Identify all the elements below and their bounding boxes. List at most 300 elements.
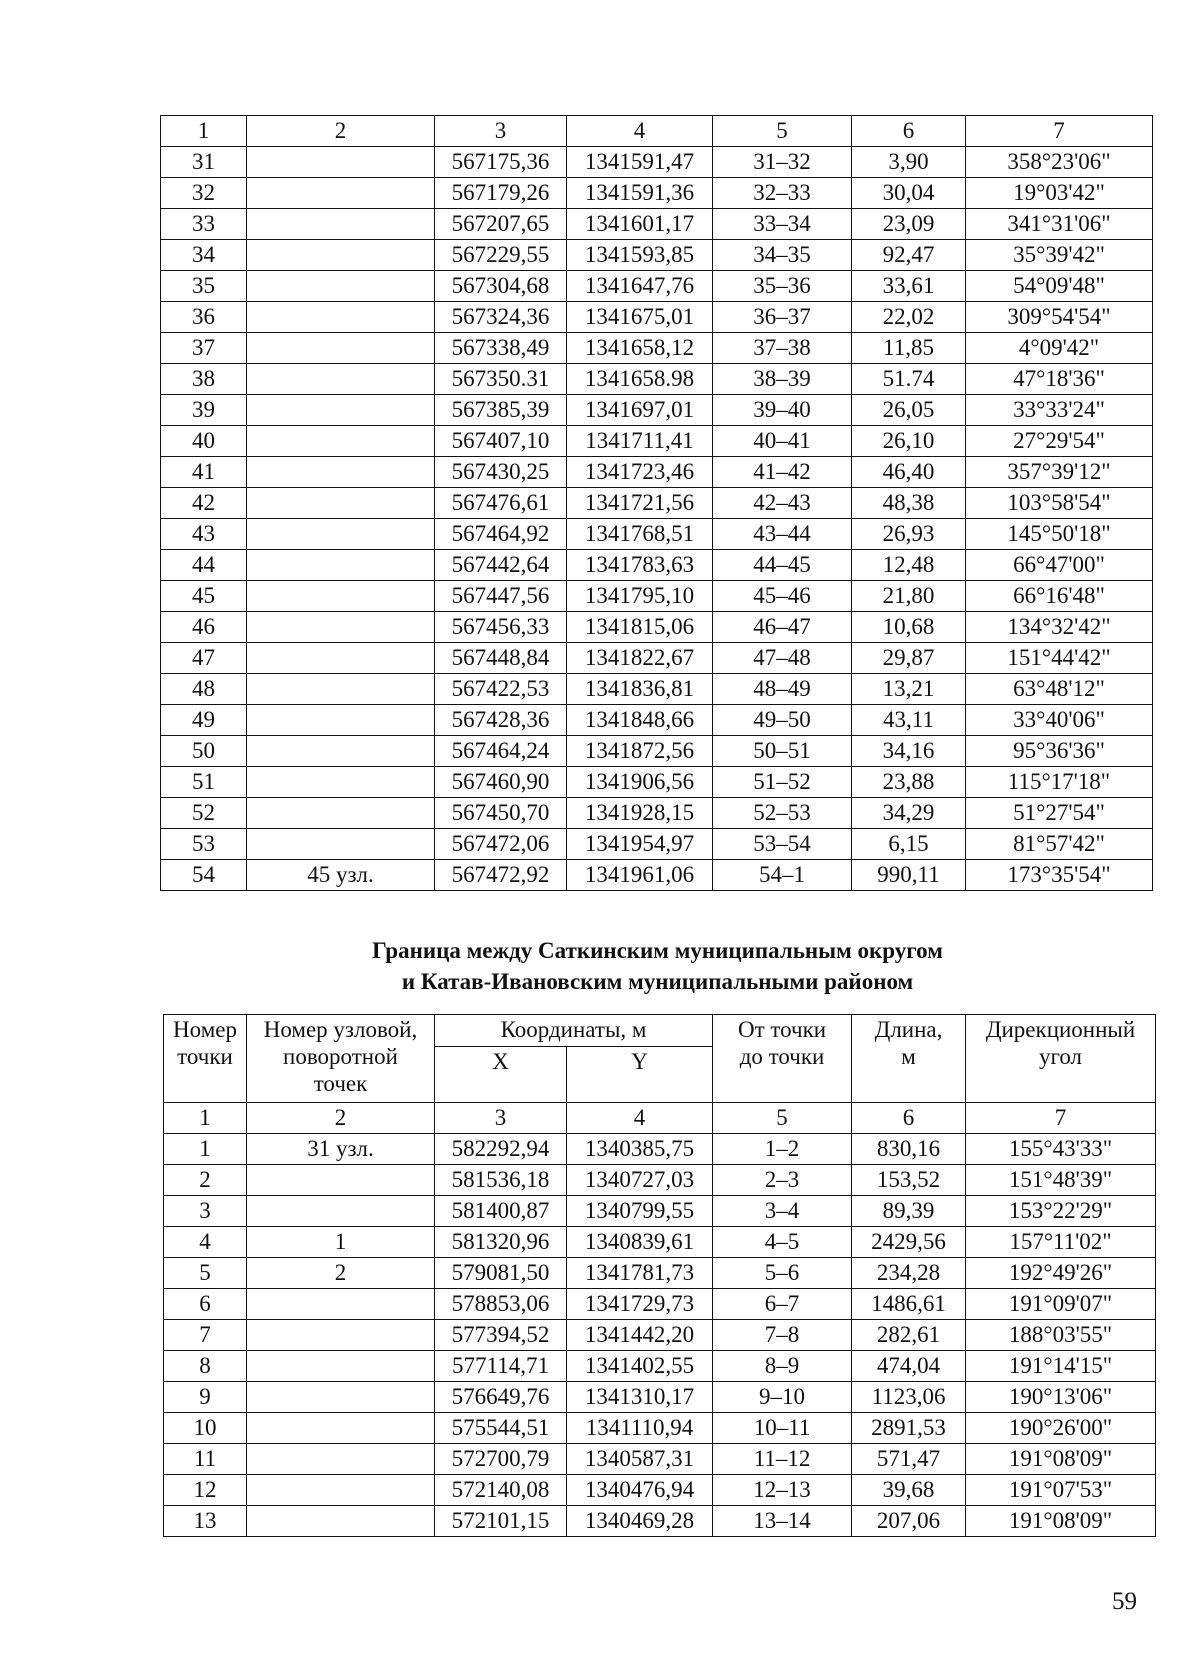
column-number-row [164,1103,1156,1134]
table-cell: 190°26'00" [966,1413,1156,1444]
table-row [161,643,1153,674]
table-cell: 7 [164,1320,247,1351]
table-cell: 153°22'29" [966,1196,1156,1227]
table-cell: 1341848,66 [567,705,713,736]
table-cell: 567350.31 [435,364,567,395]
table-cell [247,488,435,519]
table-cell: 567442,64 [435,550,567,581]
table-cell: 1340476,94 [567,1475,713,1506]
table-cell: 1341110,94 [567,1413,713,1444]
table-cell: 44 [161,550,247,581]
header-y: Y [567,1047,713,1103]
table-cell: 33°33'24" [966,395,1153,426]
column-number: 2 [247,1103,435,1134]
table-cell: 2 [247,1258,435,1289]
table-row [164,1413,1156,1444]
table-cell: 39–40 [713,395,852,426]
column-number: 6 [852,116,966,147]
boundary-points-table-continued [160,115,1153,891]
table-cell: 1340385,75 [567,1134,713,1165]
table-row [161,488,1153,519]
table-cell: 52–53 [713,798,852,829]
column-number: 1 [161,116,247,147]
table-cell: 567422,53 [435,674,567,705]
table-row [161,829,1153,860]
table-cell: 567229,55 [435,240,567,271]
column-number: 1 [164,1103,247,1134]
table-cell [247,1413,435,1444]
table-cell: 581320,96 [435,1227,567,1258]
header-text: Дирекционный [985,1017,1136,1042]
table-cell: 1341721,56 [567,488,713,519]
table-cell: 567175,36 [435,147,567,178]
table-cell [247,1320,435,1351]
table-cell: 46,40 [852,457,966,488]
table-cell: 567460,90 [435,767,567,798]
table-row [161,426,1153,457]
header-text: точки [177,1044,233,1069]
table-cell: 13–14 [713,1506,852,1537]
table-cell: 23,88 [852,767,966,798]
table-cell: 1341591,36 [567,178,713,209]
table-row [161,395,1153,426]
table-cell: 572700,79 [435,1444,567,1475]
table-cell [247,829,435,860]
table-cell: 2891,53 [852,1413,966,1444]
header-length [852,1015,966,1103]
table-cell: 581400,87 [435,1196,567,1227]
table-cell: 153,52 [852,1165,966,1196]
table-cell: 567456,33 [435,612,567,643]
table-cell: 51 [161,767,247,798]
table-cell: 52 [161,798,247,829]
table-cell: 2429,56 [852,1227,966,1258]
table-cell: 1341729,73 [567,1289,713,1320]
table-cell: 41–42 [713,457,852,488]
table-cell: 46–47 [713,612,852,643]
table-cell: 11 [164,1444,247,1475]
table-cell: 1341961,06 [567,860,713,891]
table-cell: 31 узл. [247,1134,435,1165]
table-cell: 54–1 [713,860,852,891]
table-cell [247,1289,435,1320]
column-number: 4 [567,116,713,147]
table-row [161,860,1153,891]
header-node-number [247,1015,435,1103]
column-number: 3 [435,1103,567,1134]
table-row [161,519,1153,550]
table-cell: 46 [161,612,247,643]
table-cell [247,426,435,457]
table-cell: 341°31'06" [966,209,1153,240]
table-cell: 9–10 [713,1382,852,1413]
table-cell: 51°27'54" [966,798,1153,829]
table-cell: 567179,26 [435,178,567,209]
table-cell: 47 [161,643,247,674]
table-cell: 3–4 [713,1196,852,1227]
table-cell [247,705,435,736]
table-cell: 155°43'33" [966,1134,1156,1165]
header-text: От точки [737,1017,827,1042]
table-cell: 6–7 [713,1289,852,1320]
table-cell: 47–48 [713,643,852,674]
table-cell [247,395,435,426]
table-cell: 1341658,12 [567,333,713,364]
column-number: 5 [713,1103,852,1134]
table-cell [247,1382,435,1413]
table-cell: 567472,92 [435,860,567,891]
column-number: 3 [435,116,567,147]
table-cell: 33°40'06" [966,705,1153,736]
table-cell: 578853,06 [435,1289,567,1320]
table-cell [247,1506,435,1537]
table-row [161,457,1153,488]
table-cell: 92,47 [852,240,966,271]
table-cell: 5 [164,1258,247,1289]
table-cell: 134°32'42" [966,612,1153,643]
table-cell: 577114,71 [435,1351,567,1382]
table-cell: 22,02 [852,302,966,333]
table-cell: 40 [161,426,247,457]
table-cell: 151°48'39" [966,1165,1156,1196]
table-cell [247,674,435,705]
table-cell: 1341675,01 [567,302,713,333]
header-from-to [713,1015,852,1103]
table-cell: 81°57'42" [966,829,1153,860]
table-cell: 191°09'07" [966,1289,1156,1320]
table-cell: 89,39 [852,1196,966,1227]
table-cell: 66°16'48" [966,581,1153,612]
header-text: поворотной [283,1044,398,1069]
table-cell: 31 [161,147,247,178]
table-cell: 192°49'26" [966,1258,1156,1289]
table-cell: 309°54'54" [966,302,1153,333]
table-cell: 38 [161,364,247,395]
table-cell [247,333,435,364]
table-cell: 1341593,85 [567,240,713,271]
table-row [161,581,1153,612]
table-cell [247,612,435,643]
table-cell: 54°09'48" [966,271,1153,302]
header-text: Номер [173,1017,237,1042]
header-text: до точки [739,1044,825,1069]
table-cell: 26,10 [852,426,966,457]
section-title-line: и Катав-Ивановским муниципальными районом [401,969,914,994]
table-cell: 31–32 [713,147,852,178]
table-row [164,1134,1156,1165]
table-cell: 32 [161,178,247,209]
table-cell: 151°44'42" [966,643,1153,674]
table-row [161,612,1153,643]
table-cell: 474,04 [852,1351,966,1382]
table-body [161,147,1153,891]
table-cell: 47°18'36" [966,364,1153,395]
table-cell: 188°03'55" [966,1320,1156,1351]
table-cell: 12–13 [713,1475,852,1506]
table-cell: 63°48'12" [966,674,1153,705]
table-cell: 567476,61 [435,488,567,519]
column-number: 6 [852,1103,966,1134]
table-cell: 1 [164,1134,247,1165]
table-cell [247,798,435,829]
table-cell: 35 [161,271,247,302]
table-cell: 36 [161,302,247,333]
table-cell: 157°11'02" [966,1227,1156,1258]
table-cell: 44–45 [713,550,852,581]
table-cell: 567385,39 [435,395,567,426]
table-row [164,1444,1156,1475]
table-cell: 33,61 [852,271,966,302]
header-x: X [435,1047,567,1103]
table-cell: 567447,56 [435,581,567,612]
table-cell: 53 [161,829,247,860]
table-cell: 43 [161,519,247,550]
table-cell: 1341815,06 [567,612,713,643]
table-body [164,1134,1156,1537]
table-row [161,240,1153,271]
table-cell [247,581,435,612]
table-cell: 1341781,73 [567,1258,713,1289]
header-row [164,1015,1156,1047]
table-cell: 3,90 [852,147,966,178]
table-cell: 1340469,28 [567,1506,713,1537]
table-cell [247,767,435,798]
table-cell: 40–41 [713,426,852,457]
header-text: м [901,1044,916,1069]
table-cell: 36–37 [713,302,852,333]
column-number: 2 [247,116,435,147]
table-cell: 66°47'00" [966,550,1153,581]
section-title-line: Граница между Саткинским муниципальным округом [372,938,943,963]
table-cell: 572140,08 [435,1475,567,1506]
table-cell: 35–36 [713,271,852,302]
table-cell [247,147,435,178]
table-cell: 10–11 [713,1413,852,1444]
table-row [161,147,1153,178]
table-cell: 567338,49 [435,333,567,364]
table-cell [247,643,435,674]
table-cell: 567450,70 [435,798,567,829]
header-text: Длина, [874,1017,943,1042]
table-cell: 282,61 [852,1320,966,1351]
table-cell: 12,48 [852,550,966,581]
table-cell: 1341658.98 [567,364,713,395]
table-cell: 576649,76 [435,1382,567,1413]
table-cell: 34–35 [713,240,852,271]
table-cell: 39 [161,395,247,426]
table-cell: 51.74 [852,364,966,395]
section-title [160,935,1155,997]
table-cell: 42–43 [713,488,852,519]
table-cell: 39,68 [852,1475,966,1506]
table-cell: 13,21 [852,674,966,705]
table-cell: 191°07'53" [966,1475,1156,1506]
table-cell [247,364,435,395]
table-cell: 10 [164,1413,247,1444]
table-cell: 34 [161,240,247,271]
table-cell: 32–33 [713,178,852,209]
table-cell: 1340839,61 [567,1227,713,1258]
table-row [161,209,1153,240]
table-cell: 990,11 [852,860,966,891]
table-cell: 12 [164,1475,247,1506]
table-cell: 582292,94 [435,1134,567,1165]
table-cell: 33 [161,209,247,240]
table-cell: 1341954,97 [567,829,713,860]
column-number: 4 [567,1103,713,1134]
table-cell: 357°39'12" [966,457,1153,488]
table-cell: 1341647,76 [567,271,713,302]
table-cell: 1341836,81 [567,674,713,705]
table-cell: 19°03'42" [966,178,1153,209]
table-row [164,1227,1156,1258]
table-cell: 3 [164,1196,247,1227]
table-cell: 6,15 [852,829,966,860]
table-cell: 1341591,47 [567,147,713,178]
table-row [161,302,1153,333]
table-cell: 1341872,56 [567,736,713,767]
table-cell: 575544,51 [435,1413,567,1444]
table-row [161,271,1153,302]
table-cell: 567464,92 [435,519,567,550]
table-cell: 1341601,17 [567,209,713,240]
table-cell: 1123,06 [852,1382,966,1413]
table-cell: 115°17'18" [966,767,1153,798]
table-cell: 27°29'54" [966,426,1153,457]
table-cell: 8 [164,1351,247,1382]
table-row [161,798,1153,829]
table-cell: 207,06 [852,1506,966,1537]
table-cell: 49 [161,705,247,736]
table-cell: 567304,68 [435,271,567,302]
table-cell: 1341783,63 [567,550,713,581]
table-cell: 577394,52 [435,1320,567,1351]
table-row [164,1506,1156,1537]
table-cell: 358°23'06" [966,147,1153,178]
table-cell: 567428,36 [435,705,567,736]
table-row [161,364,1153,395]
table-cell: 1 [247,1227,435,1258]
table-cell: 4 [164,1227,247,1258]
table-cell: 10,68 [852,612,966,643]
table-row [161,736,1153,767]
table-cell: 567407,10 [435,426,567,457]
table-cell [247,519,435,550]
table-cell: 1341822,67 [567,643,713,674]
table-cell: 50 [161,736,247,767]
table-row [164,1289,1156,1320]
table-cell: 1341711,41 [567,426,713,457]
table-cell [247,1444,435,1475]
column-number: 7 [966,116,1153,147]
table-cell: 42 [161,488,247,519]
table-cell: 45 [161,581,247,612]
table-cell: 9 [164,1382,247,1413]
table-row [164,1320,1156,1351]
table-cell [247,209,435,240]
table-cell [247,302,435,333]
table-cell: 1486,61 [852,1289,966,1320]
table-row [164,1382,1156,1413]
table-cell: 48 [161,674,247,705]
table-cell: 48,38 [852,488,966,519]
table-cell: 567464,24 [435,736,567,767]
table-cell: 26,05 [852,395,966,426]
table-cell [247,457,435,488]
table-cell: 173°35'54" [966,860,1153,891]
table-row [161,550,1153,581]
table-cell: 567324,36 [435,302,567,333]
table-row [164,1165,1156,1196]
table-cell: 571,47 [852,1444,966,1475]
table-cell: 95°36'36" [966,736,1153,767]
table-cell: 8–9 [713,1351,852,1382]
table-cell: 567207,65 [435,209,567,240]
table-cell: 43–44 [713,519,852,550]
table-cell: 48–49 [713,674,852,705]
table-cell: 190°13'06" [966,1382,1156,1413]
table-cell: 37–38 [713,333,852,364]
table-cell: 567472,06 [435,829,567,860]
table-cell: 37 [161,333,247,364]
table-row [161,333,1153,364]
table-row [161,767,1153,798]
table-cell: 23,09 [852,209,966,240]
column-number: 7 [966,1103,1156,1134]
boundary-points-table [163,1014,1156,1537]
table-cell: 38–39 [713,364,852,395]
table-cell: 53–54 [713,829,852,860]
table-cell: 1340587,31 [567,1444,713,1475]
table-cell: 830,16 [852,1134,966,1165]
table-cell: 1341442,20 [567,1320,713,1351]
table-cell: 35°39'42" [966,240,1153,271]
table-cell: 1341723,46 [567,457,713,488]
table-cell [247,1196,435,1227]
table-row [164,1351,1156,1382]
header-text: точек [313,1071,368,1096]
table-cell: 1341402,55 [567,1351,713,1382]
table-cell: 1341310,17 [567,1382,713,1413]
table-cell: 234,28 [852,1258,966,1289]
column-number: 5 [713,116,852,147]
table-row [164,1196,1156,1227]
table-cell: 2–3 [713,1165,852,1196]
table-cell: 1340727,03 [567,1165,713,1196]
table-cell: 50–51 [713,736,852,767]
table-cell: 54 [161,860,247,891]
table-row [161,705,1153,736]
header-angle [966,1015,1156,1103]
table-cell: 26,93 [852,519,966,550]
table-cell: 145°50'18" [966,519,1153,550]
table-cell: 1341768,51 [567,519,713,550]
header-point-number [164,1015,247,1103]
table-cell [247,1475,435,1506]
table-cell [247,271,435,302]
table-cell: 567448,84 [435,643,567,674]
table-cell: 1–2 [713,1134,852,1165]
table-cell: 45 узл. [247,860,435,891]
table-cell: 33–34 [713,209,852,240]
header-coordinates: Координаты, м [435,1015,713,1047]
table-cell: 43,11 [852,705,966,736]
table-cell: 34,29 [852,798,966,829]
table-cell [247,736,435,767]
table-cell: 51–52 [713,767,852,798]
table-cell: 191°08'09" [966,1444,1156,1475]
table-cell: 30,04 [852,178,966,209]
